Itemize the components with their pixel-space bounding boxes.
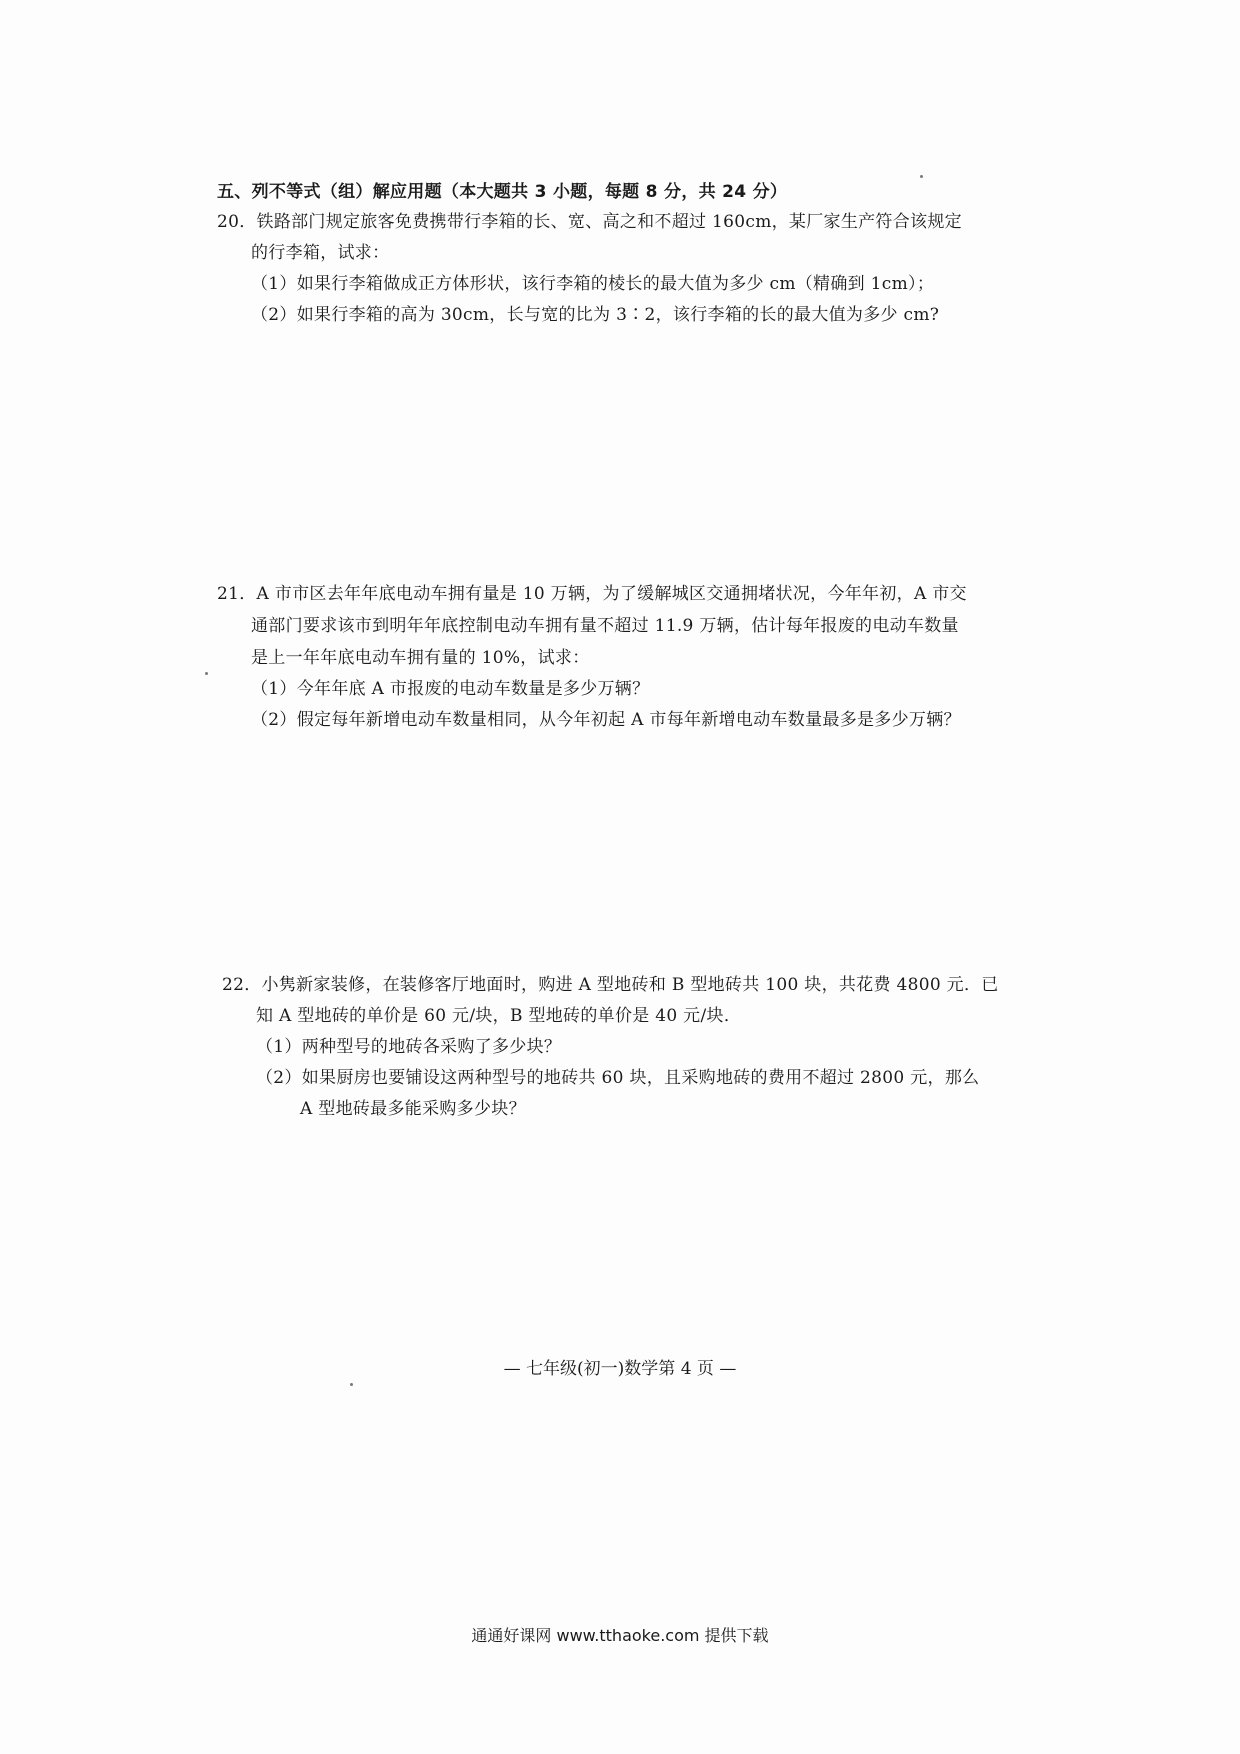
section-heading: 五、列不等式（组）解应用题（本大题共 3 小题，每题 8 分，共 24 分） [217, 182, 788, 202]
q22-line2: 知 A 型地砖的单价是 60 元/块，B 型地砖的单价是 40 元/块． [256, 1006, 742, 1026]
q20-part1: （1）如果行李箱做成正方体形状，该行李箱的棱长的最大值为多少 cm（精确到 1cm）； [251, 274, 935, 294]
q21-line2: 通部门要求该市到明年年底控制电动车拥有量不超过 11.9 万辆，估计每年报废的电动车数量 [251, 616, 959, 636]
q22-part1: （1）两种型号的地砖各采购了多少块？ [256, 1037, 562, 1057]
scan-speck [205, 672, 208, 675]
q22-line1: 22．小隽新家装修，在装修客厅地面时，购进 A 型地砖和 B 型地砖共 100 块，共花费 4800 元．已 [222, 975, 999, 995]
q20-part2: （2）如果行李箱的高为 30cm，长与宽的比为 3∶2，该行李箱的长的最大值为多少 cm? [251, 305, 940, 325]
q20-line2: 的行李箱，试求： [251, 243, 390, 263]
q21-part2: （2）假定每年新增电动车数量相同，从今年初起 A 市每年新增电动车数量最多是多少万辆？ [251, 710, 961, 730]
page-number: — 七年级(初一)数学第 4 页 — [503, 1359, 737, 1379]
site-footer: 通通好课网 www.tthaoke.com 提供下载 [471, 1626, 769, 1645]
scan-speck [350, 1383, 353, 1386]
q22-part2b: A 型地砖最多能采购多少块？ [300, 1099, 526, 1119]
q22-part2: （2）如果厨房也要铺设这两种型号的地砖共 60 块，且采购地砖的费用不超过 2800 元，那么 [256, 1068, 980, 1088]
q21-line3: 是上一年年底电动车拥有量的 10%，试求： [251, 648, 590, 668]
q20-line1: 20．铁路部门规定旅客免费携带行李箱的长、宽、高之和不超过 160cm，某厂家生产符合该规定 [217, 212, 962, 232]
q21-line1: 21．A 市市区去年年底电动车拥有量是 10 万辆，为了缓解城区交通拥堵状况，今年年初，A 市交 [217, 584, 967, 604]
scan-speck [920, 175, 923, 178]
q21-part1: （1）今年年底 A 市报废的电动车数量是多少万辆？ [251, 679, 650, 699]
